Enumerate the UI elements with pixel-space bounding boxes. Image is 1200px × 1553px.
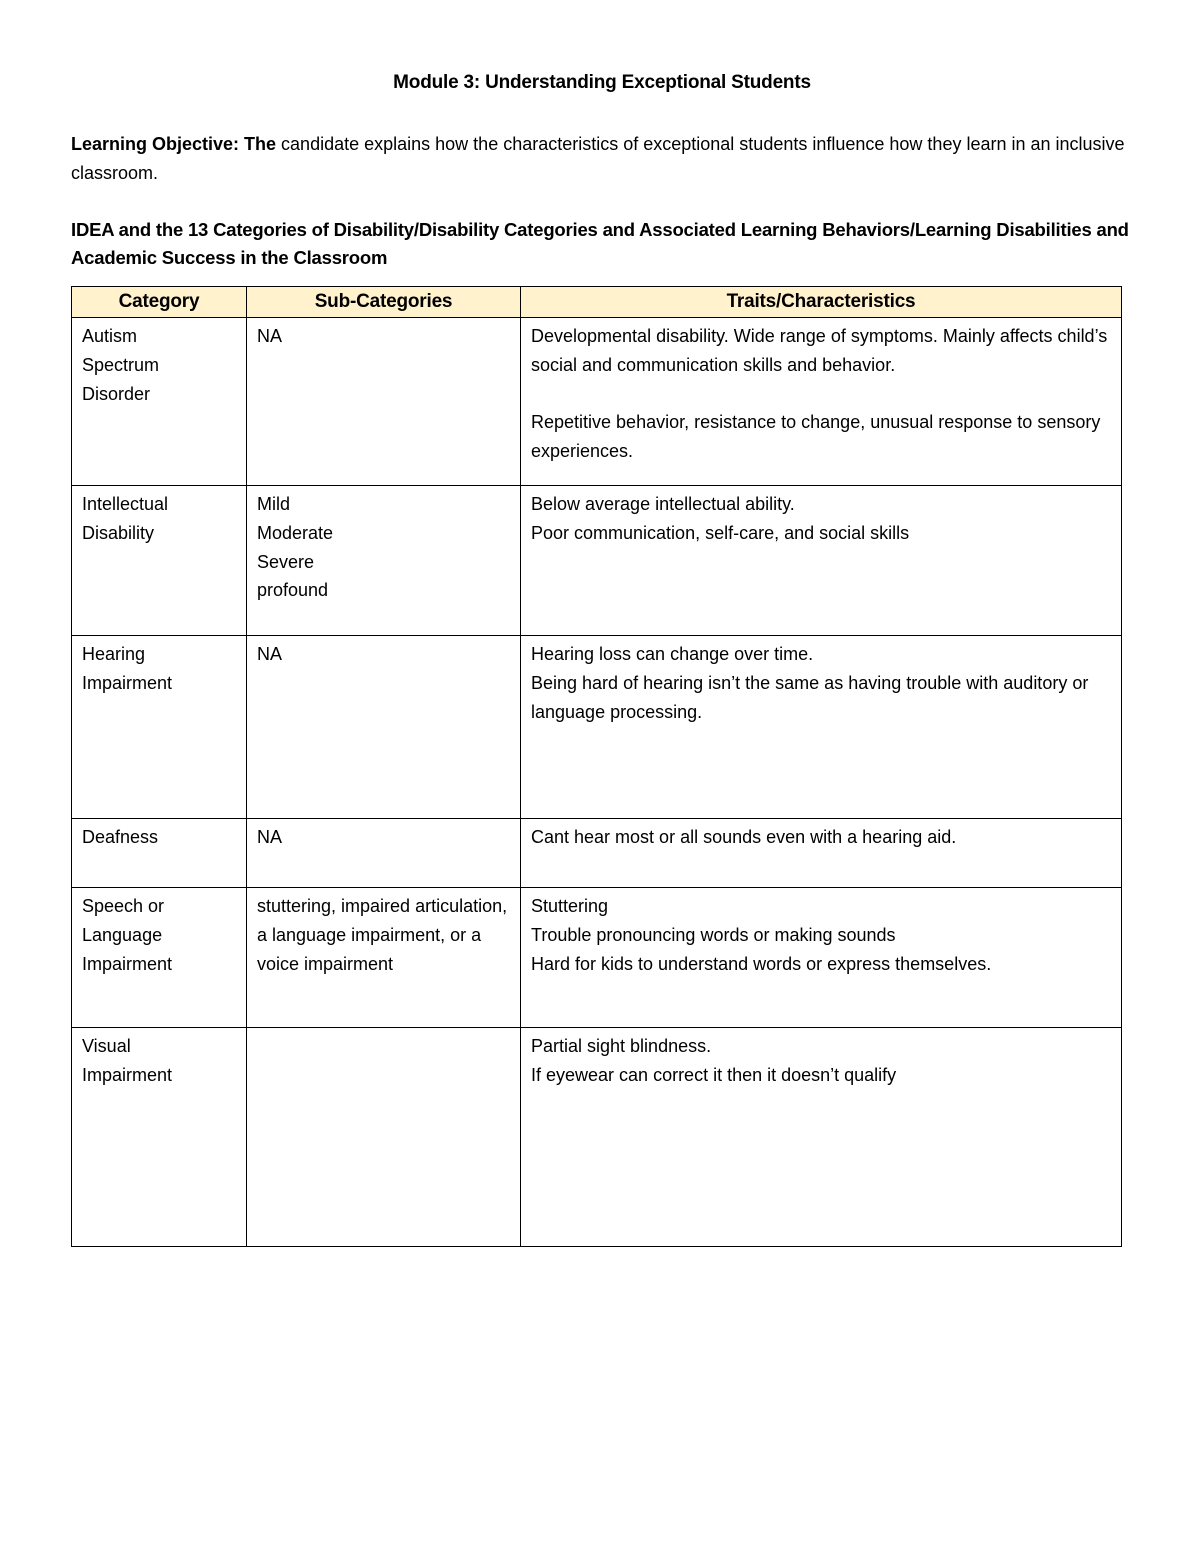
traits-cell — [521, 636, 1122, 819]
subcategory-cell — [247, 1028, 521, 1247]
traits-line: Being hard of hearing isn’t the same as having trouble with auditory or language processing. — [531, 672, 1089, 722]
header-traits: Traits/Characteristics — [521, 287, 1122, 318]
table-row — [72, 636, 1122, 819]
traits-line: Hearing loss can change over time. — [531, 644, 814, 664]
subcategory-cell: stuttering, impaired articulation, a language impairment, or a voice impairment — [247, 888, 521, 1028]
subcategory-cell: NA — [247, 318, 521, 486]
learning-objective — [71, 130, 1141, 188]
traits-line: If eyewear can correct it then it doesn’t qualify — [531, 1064, 897, 1085]
traits-line: Below average intellectual ability. — [531, 494, 795, 514]
table-header-row — [72, 287, 1122, 318]
disability-categories-table — [71, 286, 1122, 1247]
traits-cell — [521, 318, 1122, 486]
traits-gap — [531, 380, 1111, 409]
table-row — [72, 318, 1122, 486]
traits-cell — [521, 486, 1122, 636]
table-row — [72, 888, 1122, 1028]
traits-line: Stuttering — [531, 896, 609, 916]
traits-line: Partial sight blindness. — [531, 1036, 712, 1056]
subcategory-cell: NA — [247, 636, 521, 819]
traits-line: Developmental disability. Wide range of symptoms. Mainly affects child’s social and communication skills and behavior. — [531, 326, 1108, 375]
subcategory-cell: NA — [247, 819, 521, 888]
learning-objective-label: Learning Objective: The — [71, 134, 277, 154]
category-cell: Intellectual Disability — [72, 486, 247, 636]
table-row — [72, 486, 1122, 636]
category-cell: Deafness — [72, 819, 247, 888]
traits-cell — [521, 888, 1122, 1028]
traits-line: Trouble pronouncing words or making sounds — [531, 924, 896, 945]
page-title: Module 3: Understanding Exceptional Students — [393, 72, 811, 93]
category-cell: Autism Spectrum Disorder — [72, 318, 247, 486]
category-cell: Visual Impairment — [72, 1028, 247, 1247]
section-heading: IDEA and the 13 Categories of Disability/Disability Categories and Associated Learning Behaviors/Learning Disabilities and Academic Success in the Classroom — [71, 219, 1129, 268]
header-category: Category — [72, 287, 247, 318]
category-cell: Speech or Language Impairment — [72, 888, 247, 1028]
traits-line: Cant hear most or all sounds even with a hearing aid. — [531, 827, 957, 847]
table-row — [72, 1028, 1122, 1247]
category-cell: Hearing Impairment — [72, 636, 247, 819]
traits-line: Hard for kids to understand words or express themselves. — [531, 953, 992, 974]
traits-line: Repetitive behavior, resistance to change, unusual response to sensory experiences. — [531, 412, 1101, 462]
table-row — [72, 819, 1122, 888]
header-sub-categories: Sub-Categories — [247, 287, 521, 318]
subcategory-cell: Mild Moderate Severe profound — [247, 486, 521, 636]
traits-cell — [521, 819, 1122, 888]
learning-objective-text: candidate explains how the characteristics of exceptional students influence how they learn in an inclusive classroom. — [71, 134, 1125, 183]
traits-line: Poor communication, self-care, and social skills — [531, 522, 910, 543]
traits-cell — [521, 1028, 1122, 1247]
